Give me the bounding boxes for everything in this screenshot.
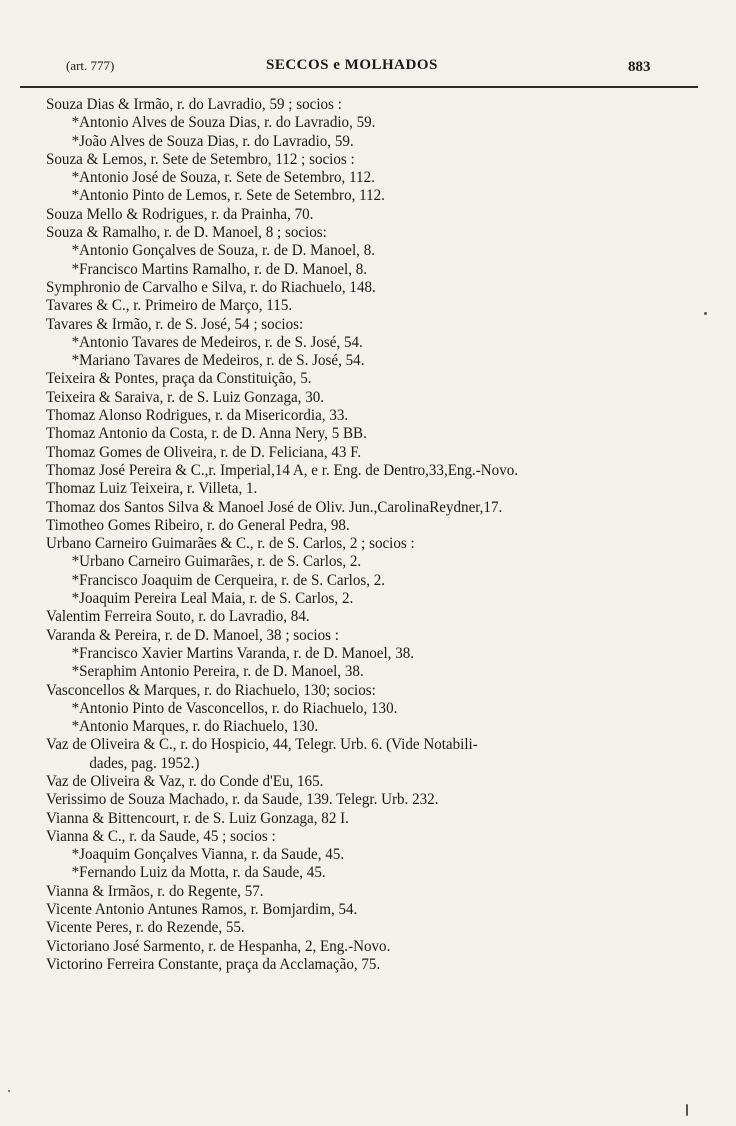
business-entry: Thomaz José Pereira & C.,r. Imperial,14 A, e r. Eng. de Dentro,33,Eng.-Novo. (46, 461, 519, 479)
business-entry: Teixeira & Pontes, praça da Constituição, 5. (46, 370, 312, 388)
print-speck (8, 1090, 10, 1092)
page-number: 883 (628, 59, 651, 75)
business-entry: Souza & Lemos, r. Sete de Setembro, 112 ; socios : (46, 150, 355, 168)
partner-entry: *Antonio José de Souza, r. Sete de Setembro, 112. (71, 169, 375, 187)
business-entry: Vicente Antonio Antunes Ramos, r. Bomjardim, 54. (46, 901, 358, 919)
business-entry: Thomaz Alonso Rodrigues, r. da Misericordia, 33. (46, 407, 349, 425)
business-entry: Timotheo Gomes Ribeiro, r. do General Pedra, 98. (46, 516, 350, 534)
business-entry: Vicente Peres, r. do Rezende, 55. (46, 919, 245, 937)
partner-entry: *Fernando Luiz da Motta, r. da Saude, 45. (71, 864, 326, 882)
article-reference: (art. 777) (66, 58, 115, 73)
business-entry: Vasconcellos & Marques, r. do Riachuelo, 130; socios: (46, 681, 376, 699)
section-title: SECCOS e MOLHADOS (266, 57, 438, 73)
business-entry: Vianna & Bittencourt, r. de S. Luiz Gonzaga, 82 I. (46, 809, 349, 827)
partner-entry: *Antonio Gonçalves de Souza, r. de D. Manoel, 8. (71, 242, 376, 260)
business-entry: Vaz de Oliveira & C., r. do Hospicio, 44, Telegr. Urb. 6. (Vide Notabili- (46, 736, 478, 754)
business-entry: Vaz de Oliveira & Vaz, r. do Conde d'Eu, 165. (46, 772, 324, 790)
partner-entry: *Antonio Alves de Souza Dias, r. do Lavradio, 59. (71, 114, 376, 132)
business-entry: Souza Mello & Rodrigues, r. da Prainha, 70. (46, 205, 314, 223)
header-rule (20, 86, 698, 88)
partner-entry: *Francisco Joaquim de Cerqueira, r. de S. Carlos, 2. (71, 571, 386, 589)
business-entry: Souza & Ramalho, r. de D. Manoel, 8 ; socios: (46, 224, 327, 242)
partner-entry: *Antonio Marques, r. do Riachuelo, 130. (71, 718, 319, 736)
entry-continuation: dades, pag. 1952.) (89, 754, 200, 772)
business-entry: Tavares & C., r. Primeiro de Março, 115. (46, 297, 293, 315)
partner-entry: *Francisco Xavier Martins Varanda, r. de D. Manoel, 38. (71, 644, 415, 662)
partner-entry: *Francisco Martins Ramalho, r. de D. Manoel, 8. (71, 260, 368, 278)
partner-entry: *Antonio Pinto de Lemos, r. Sete de Setembro, 112. (71, 187, 385, 205)
partner-entry: *Antonio Tavares de Medeiros, r. de S. José, 54. (71, 333, 363, 351)
business-entry: Vianna & C., r. da Saude, 45 ; socios : (46, 827, 276, 845)
business-entry: Symphronio de Carvalho e Silva, r. do Riachuelo, 148. (46, 278, 376, 296)
business-entry: Victoriano José Sarmento, r. de Hespanha, 2, Eng.-Novo. (46, 937, 391, 955)
business-entry: Victorino Ferreira Constante, praça da Acclamação, 75. (46, 955, 381, 973)
partner-entry: *Seraphim Antonio Pereira, r. de D. Manoel, 38. (71, 663, 364, 681)
business-entry: Thomaz Antonio da Costa, r. de D. Anna Nery, 5 BB. (46, 425, 367, 443)
partner-entry: *Mariano Tavares de Medeiros, r. de S. José, 54. (71, 352, 365, 370)
business-entry: Urbano Carneiro Guimarães & C., r. de S. Carlos, 2 ; socios : (46, 535, 415, 553)
partner-entry: *João Alves de Souza Dias, r. do Lavradio, 59. (71, 132, 354, 150)
business-entry: Verissimo de Souza Machado, r. da Saude, 139. Telegr. Urb. 232. (46, 791, 439, 809)
partner-entry: *Joaquim Pereira Leal Maia, r. de S. Carlos, 2. (71, 590, 354, 608)
print-speck (704, 312, 707, 315)
business-entry: Teixeira & Saraiva, r. de S. Luiz Gonzaga, 30. (46, 388, 325, 406)
partner-entry: *Antonio Pinto de Vasconcellos, r. do Riachuelo, 130. (71, 699, 398, 717)
print-speck (686, 1104, 688, 1116)
page-header (40, 56, 680, 80)
business-entry: Vianna & Irmãos, r. do Regente, 57. (46, 882, 264, 900)
business-entry: Varanda & Pereira, r. de D. Manoel, 38 ; socios : (46, 626, 339, 644)
directory-entries (46, 96, 716, 974)
partner-entry: *Joaquim Gonçalves Vianna, r. da Saude, 45. (71, 846, 345, 864)
business-entry: Thomaz Gomes de Oliveira, r. de D. Feliciana, 43 F. (46, 443, 362, 461)
business-entry: Valentim Ferreira Souto, r. do Lavradio, 84. (46, 608, 310, 626)
partner-entry: *Urbano Carneiro Guimarães, r. de S. Carlos, 2. (71, 553, 362, 571)
business-entry: Thomaz dos Santos Silva & Manoel José de Oliv. Jun.,CarolinaReydner,17. (46, 498, 503, 516)
business-entry: Tavares & Irmão, r. de S. José, 54 ; socios: (46, 315, 304, 333)
business-entry: Souza Dias & Irmão, r. do Lavradio, 59 ; socios : (46, 96, 342, 113)
business-entry: Thomaz Luiz Teixeira, r. Villeta, 1. (46, 480, 258, 498)
